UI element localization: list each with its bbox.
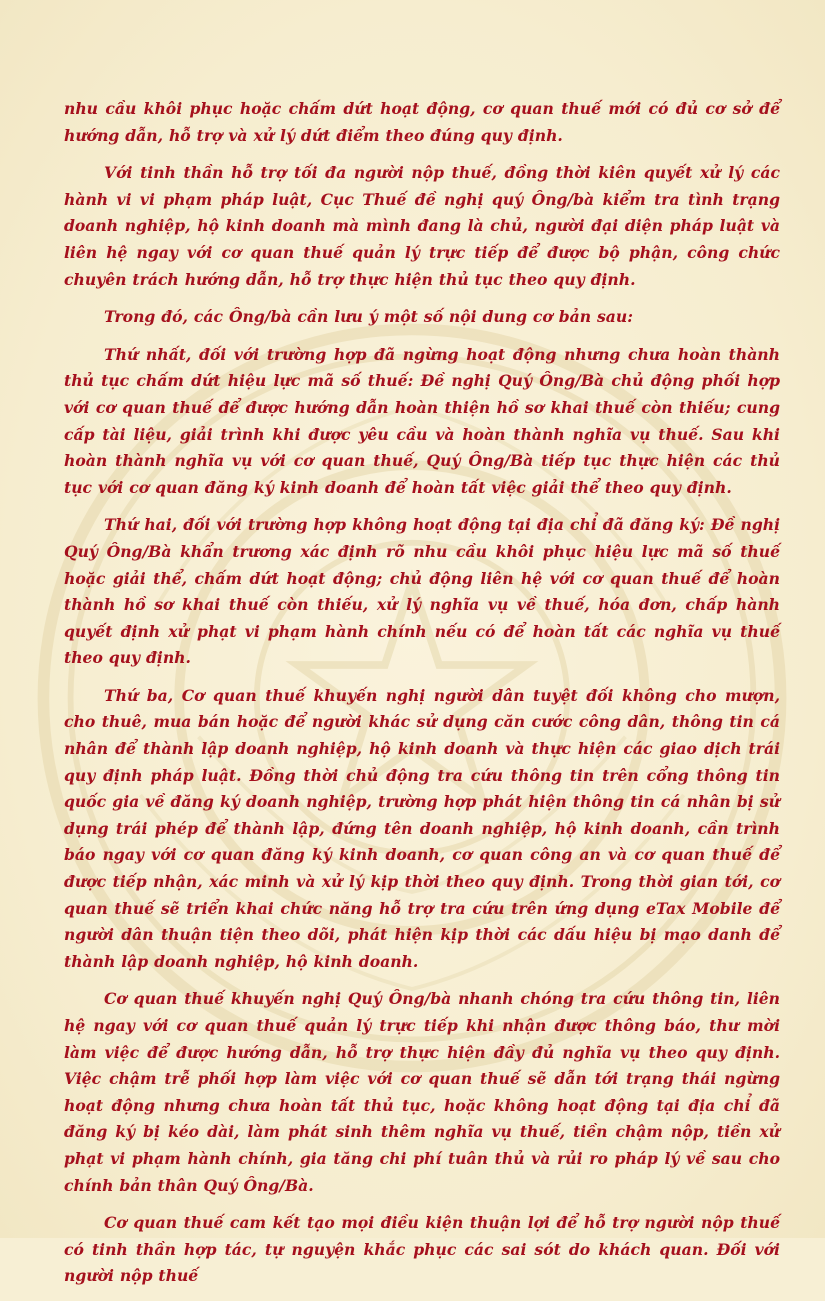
- paragraph-third-point: Thứ ba, Cơ quan thuế khuyến nghị người dân tuyệt đối không cho mượn, cho thuê, mua bán hoặc để người khác sử dụng căn cước công dân, thông tin cá nhân để thành lập doanh nghiệp, hộ kinh doanh và thực hiện các giao dịch trái quy định pháp luật. Đồng thời chủ động tra cứu thông tin trên cổng thông tin quốc gia về đăng ký doanh nghiệp, trường hợp phát hiện thông tin cá nhân bị sử dụng trái phép để thành lập, đứng tên doanh nghiệp, hộ kinh doanh, cần trình báo ngay với cơ quan đăng ký kinh doanh, cơ quan công an và cơ quan thuế để được tiếp nhận, xác minh và xử lý kịp thời theo quy định. Trong thời gian tới, cơ quan thuế sẽ triển khai chức năng hỗ trợ tra cứu trên ứng dụng eTax Mobile để người dân thuận tiện theo dõi, phát hiện kịp thời các dấu hiệu bị mạo danh để thành lập doanh nghiệp, hộ kinh doanh.: [64, 685, 780, 971]
- paragraph-notes-intro: Trong đó, các Ông/bà cần lưu ý một số nội dung cơ bản sau:: [104, 307, 633, 327]
- paragraph-continuation: nhu cầu khôi phục hoặc chấm dứt hoạt động, cơ quan thuế mới có đủ cơ sở để hướng dẫn, hỗ trợ và xử lý dứt điểm theo đúng quy định.: [64, 99, 780, 145]
- paragraph-support-spirit: Với tinh thần hỗ trợ tối đa người nộp thuế, đồng thời kiên quyết xử lý các hành vi vi phạm pháp luật, Cục Thuế đề nghị quý Ông/bà kiểm tra tình trạng doanh nghiệp, hộ kinh doanh mà mình đang là chủ, người đại diện pháp luật và liên hệ ngay với cơ quan thuế quản lý trực tiếp để được bộ phận, công chức chuyên trách hướng dẫn, hỗ trợ thực hiện thủ tục theo quy định.: [64, 163, 780, 289]
- paragraph-recommendation: Cơ quan thuế khuyến nghị Quý Ông/bà nhanh chóng tra cứu thông tin, liên hệ ngay với cơ quan thuế quản lý trực tiếp khi nhận được thông báo, thư mời làm việc để được hướng dẫn, hỗ trợ thực hiện đầy đủ nghĩa vụ theo quy định. Việc chậm trễ phối hợp làm việc với cơ quan thuế sẽ dẫn tới trạng thái ngừng hoạt động nhưng chưa hoàn tất thủ tục, hoặc không hoạt động tại địa chỉ đã đăng ký bị kéo dài, làm phát sinh thêm nghĩa vụ thuế, tiền chậm nộp, tiền xử phạt vi phạm hành chính, gia tăng chi phí tuân thủ và rủi ro pháp lý về sau cho chính bản thân Quý Ông/Bà.: [64, 989, 780, 1195]
- paragraph-second-point: Thứ hai, đối với trường hợp không hoạt động tại địa chỉ đã đăng ký: Đề nghị Quý Ông/Bà khẩn trương xác định rõ nhu cầu khôi phục hiệu lực mã số thuế hoặc giải thể, chấm dứt hoạt động; chủ động liên hệ với cơ quan thuế để hoàn thành hồ sơ khai thuế còn thiếu, xử lý nghĩa vụ về thuế, hóa đơn, chấp hành quyết định xử phạt vi phạm hành chính nếu có để hoàn tất các nghĩa vụ thuế theo quy định.: [64, 515, 780, 668]
- paragraph-commitment: Cơ quan thuế cam kết tạo mọi điều kiện thuận lợi để hỗ trợ người nộp thuế có tinh thần hợp tác, tự nguyện khắc phục các sai sót do khách quan. Đối với người nộp thuế: [64, 1213, 780, 1286]
- document-body: [64, 96, 780, 1301]
- paragraph-first-point: Thứ nhất, đối với trường hợp đã ngừng hoạt động nhưng chưa hoàn thành thủ tục chấm dứt hiệu lực mã số thuế: Đề nghị Quý Ông/Bà chủ động phối hợp với cơ quan thuế để được hướng dẫn hoàn thiện hồ sơ khai thuế còn thiếu; cung cấp tài liệu, giải trình khi được yêu cầu và hoàn thành nghĩa vụ thuế. Sau khi hoàn thành nghĩa vụ với cơ quan thuế, Quý Ông/Bà tiếp tục thực hiện các thủ tục với cơ quan đăng ký kinh doanh để hoàn tất việc giải thể theo quy định.: [64, 344, 780, 497]
